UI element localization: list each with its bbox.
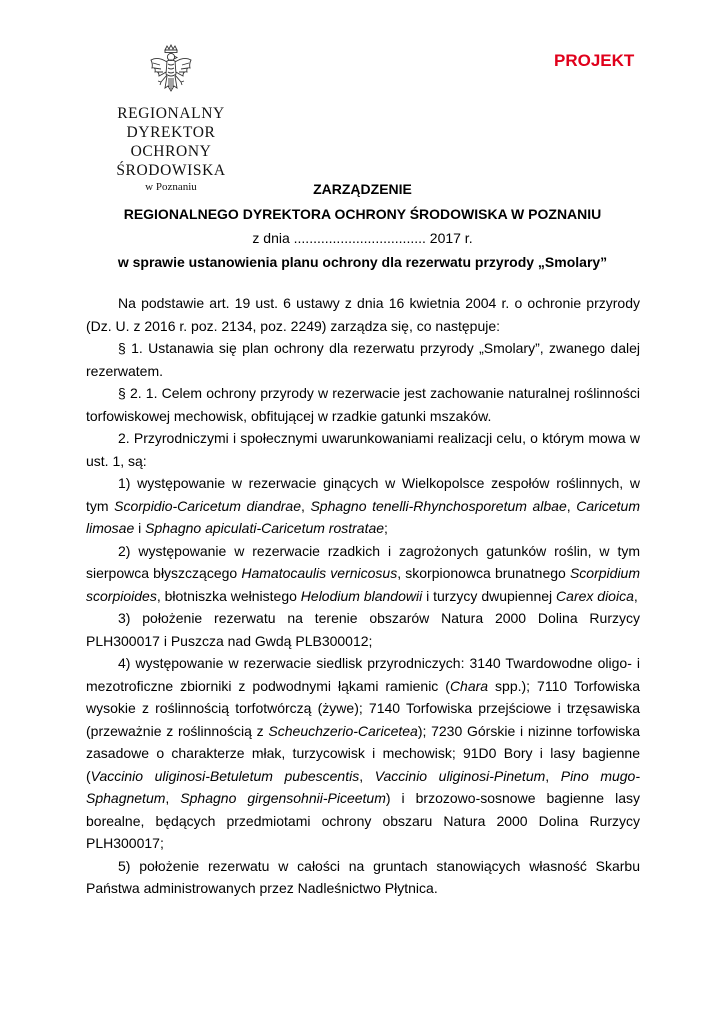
paragraph-2-2: 2. Przyrodniczymi i społecznymi uwarunkowaniami realizacji celu, o którym mowa w ust. 1, są: (86, 430, 640, 469)
list-item-4: 4) występowanie w rezerwacie siedlisk przyrodniczych: 3140 Twardowodne oligo- i mezotroficzne zbiorniki z podwodnymi łąkami ramienic (Chara spp.); 7110 Torfowiska wysokie z roślinnością torfotwórczą (żywe); 7140 Torfowiska przejściowe i trzęsawiska (przeważnie z roślinnością z Scheuchzerio-Caricetea); 7230 Górskie i nizinne torfowiska zasadowe o charakterze młak, turzycowisk i mechowisk; 91D0 Bory i lasy bagienne (Vaccinio uliginosi-Betuletum pubescentis, Vaccinio uliginosi-Pinetum, Pino mugo-Sphagnetum, Sphagno girgensohnii-Piceetum) i brzozowo-sosnowe bagienne lasy borealne, będących przedmiotami ochrony obszaru Natura 2000 Dolina Rurzycy PLH300017; (86, 655, 641, 851)
list-item-5: 5) położenie rezerwatu w całości na gruntach stanowiących własność Skarbu Państwa administrowanych przez Nadleśnictwo Płytnica. (86, 857, 640, 896)
issuer-line-2: OCHRONY ŚRODOWISKA (116, 143, 226, 179)
document-body (86, 292, 640, 900)
paragraph-2-1: § 2. 1. Celem ochrony przyrody w rezerwacie jest zachowanie naturalnej roślinności torfowiskowej mechowisk, obfitującej w rzadkie gatunki mszaków. (86, 385, 640, 424)
list-item-1: 1) występowanie w rezerwacie ginących w Wielkopolsce zespołów roślinnych, w tym Scorpidio-Caricetum diandrae, Sphagno tenelli-Rhynchosporetum albae, Caricetum limosae i Sphagno apiculati-Caricetum rostratae; (86, 475, 640, 536)
intro-paragraph: Na podstawie art. 19 ust. 6 ustawy z dnia 16 kwietnia 2004 r. o ochronie przyrody (Dz. U. z 2016 r. poz. 2134, poz. 2249) zarządza się, co następuje: (86, 295, 640, 334)
issuer-line-1: REGIONALNY DYREKTOR (117, 105, 225, 141)
document-type: ZARZĄDZENIE (313, 181, 412, 197)
issuer-city: w Poznaniu (145, 181, 197, 193)
list-item-2: 2) występowanie w rezerwacie rzadkich i zagrożonych gatunków roślin, w tym sierpowca błyszczącego Hamatocaulis vernicosus, skorpionowca brunatnego Scorpidium scorpioides, błotniszka wełnistego Helodium blandowii i turzycy dwupiennej Carex dioica, (86, 542, 640, 604)
polish-eagle-emblem-icon (148, 44, 194, 102)
draft-stamp: PROJEKT (554, 51, 635, 70)
document-date: z dnia .................................. 2017 r. (252, 230, 473, 246)
paragraph-1: § 1. Ustanawia się plan ochrony dla rezerwatu przyrody „Smolary”, zwanego dalej rezerwatem. (86, 340, 640, 379)
document-issuer: REGIONALNEGO DYREKTORA OCHRONY ŚRODOWISKA W POZNANIU (123, 206, 602, 222)
document-subject: w sprawie ustanowienia planu ochrony dla rezerwatu przyrody „Smolary” (117, 254, 608, 270)
list-item-3: 3) położenie rezerwatu na terenie obszarów Natura 2000 Dolina Rurzycy PLH300017 i Puszcza nad Gwdą PLB300012; (86, 610, 640, 649)
